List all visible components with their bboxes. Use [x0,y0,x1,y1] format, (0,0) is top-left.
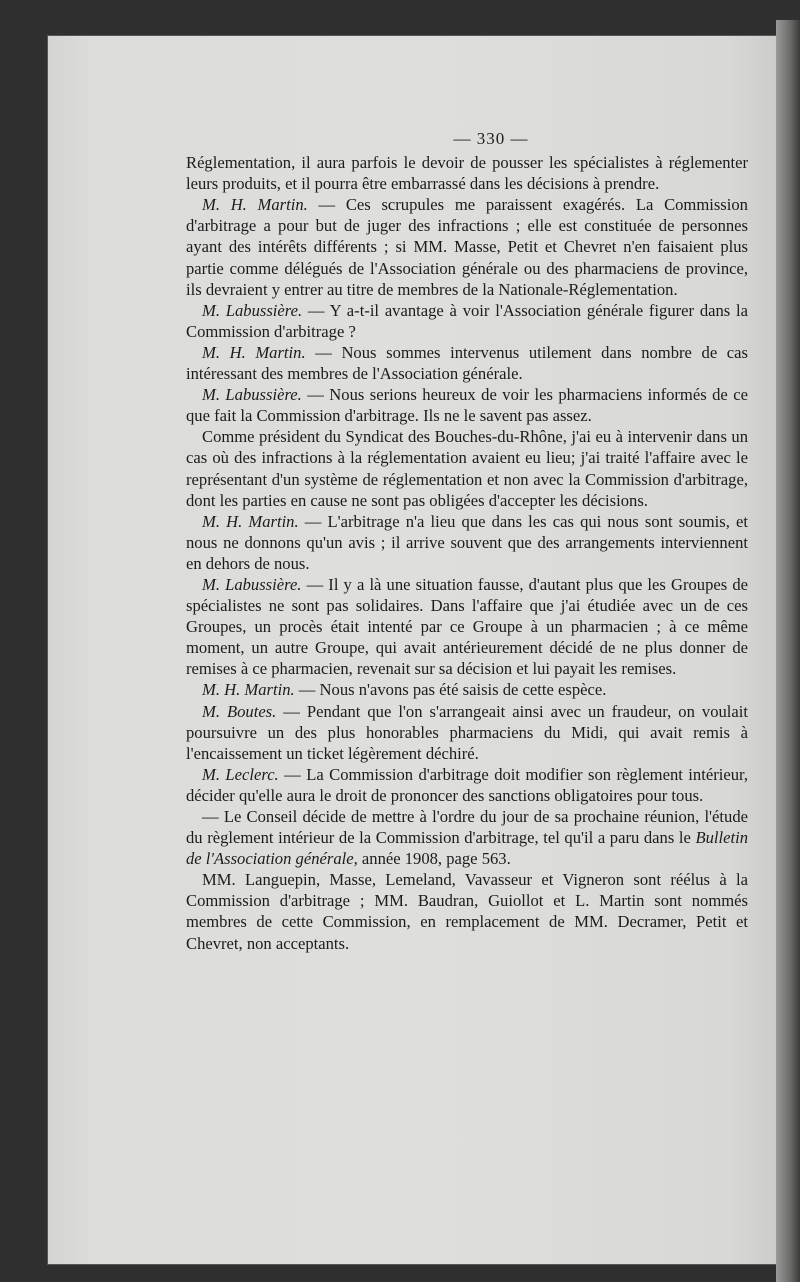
paragraph-2 [186,194,748,299]
bulletin-title: Bulletin de l'Association générale [186,828,748,869]
speaker-name: M. H. Martin. [202,342,306,362]
paragraph-6 [186,426,748,510]
paragraph-8 [186,574,748,679]
paragraph-text: — Il y a là une situation fausse, d'autant plus que les Groupes de spécialistes ne sont pas solidaires. Dans l'affaire que j'ai étudiée avec un de ces Groupes, un procès était intenté par ce Groupe à un pharmacien ; à ce même moment, un autre Groupe, qui avait antérieurement décidé de ne plus donner de remises à ce pharmacien, revenait sur sa décision et lui payait les remises. [186,574,748,679]
speaker-name: M. Labussière. [202,385,302,405]
page-number: — 330 — [453,129,529,148]
paragraph-text: Comme président du Syndicat des Bouches-du-Rhône, j'ai eu à intervenir dans un cas où des infractions à la réglementation avaient eu lieu; j'ai traité l'affaire avec le représentant d'un système de réglementation et non avec la Commission d'arbitrage, dont les parties en cause ne sont pas obligées d'accepter les décisions. [186,427,748,510]
paragraph-10 [186,701,748,764]
paragraph-3 [186,300,748,342]
paragraph-12 [186,806,748,869]
page-edge [776,20,800,1282]
paragraph-text: — Y a-t-il avantage à voir l'Association générale figurer dans la Commission d'arbitrage ? [186,300,748,341]
paragraph-text: — Nous serions heureux de voir les pharmaciens informés de ce que fait la Commission d'arbitrage. Ils ne le savent pas assez. [186,385,748,426]
speaker-name: M. H. Martin. [202,195,308,215]
paragraph-9 [186,679,748,700]
speaker-name: M. H. Martin. [202,680,295,700]
speaker-name: M. Labussière. [202,574,302,594]
paragraph-13 [186,869,748,953]
paragraph-text: — Le Conseil décide de mettre à l'ordre du jour de sa prochaine réunion, l'étude du règlement intérieur de la Commission d'arbitrage, tel qu'il a paru dans le [186,807,748,848]
paragraph-text: , année 1908, page 563. [353,849,511,869]
paragraph-text: — Ces scrupules me paraissent exagérés. La Commission d'arbitrage a pour but de juger des infractions ; elle est constituée de personnes ayant des intérêts différents ; si MM. Masse, Petit et Chevret n'en faisaient plus partie comme délégués de l'Association générale ou des pharmaciens de province, ils devraient y entrer au titre de membres de la Nationale-Réglementation. [186,195,748,299]
paragraph-text: — L'arbitrage n'a lieu que dans les cas qui nous sont soumis, et nous ne donnons qu'un avis ; il arrive souvent que des arrangements interviennent en dehors de nous. [186,511,748,573]
paragraph-text: — Pendant que l'on s'arrangeait ainsi avec un fraudeur, on voulait poursuivre un des plus honorables pharmaciens du Midi, qui avait remis à l'encaissement un ticket légèrement déchiré. [186,701,748,763]
page-text [186,128,748,954]
paragraph-text: — La Commission d'arbitrage doit modifier son règlement intérieur, décider qu'elle aura le droit de prononcer des sanctions obligatoires pour tous. [186,764,749,805]
paragraph-text: Réglementation, il aura parfois le devoir de pousser les spécialistes à réglementer leurs produits, et il pourra être embarrassé dans les décisions à prendre. [186,153,748,194]
speaker-name: M. Labussière. [202,300,303,320]
paragraph-4 [186,342,748,384]
paragraph-text: MM. Languepin, Masse, Lemeland, Vavasseur et Vigneron sont réélus à la Commission d'arbitrage ; MM. Baudran, Guiollot et L. Martin sont nommés membres de cette Commission, en remplacement de MM. Decramer, Petit et Chevret, non acceptants. [186,870,748,953]
paragraph-5 [186,384,748,426]
paragraph-7 [186,511,748,574]
paragraph-text: — Nous sommes intervenus utilement dans nombre de cas intéressant des membres de l'Association générale. [186,342,748,384]
speaker-name: M. Leclerc. [202,764,279,784]
speaker-name: M. Boutes. [202,701,277,721]
speaker-name: M. H. Martin. [202,511,299,531]
paragraph-1 [186,152,748,194]
paragraph-text: — Nous n'avons pas été saisis de cette espèce. [294,680,607,700]
paragraph-11 [186,764,748,806]
